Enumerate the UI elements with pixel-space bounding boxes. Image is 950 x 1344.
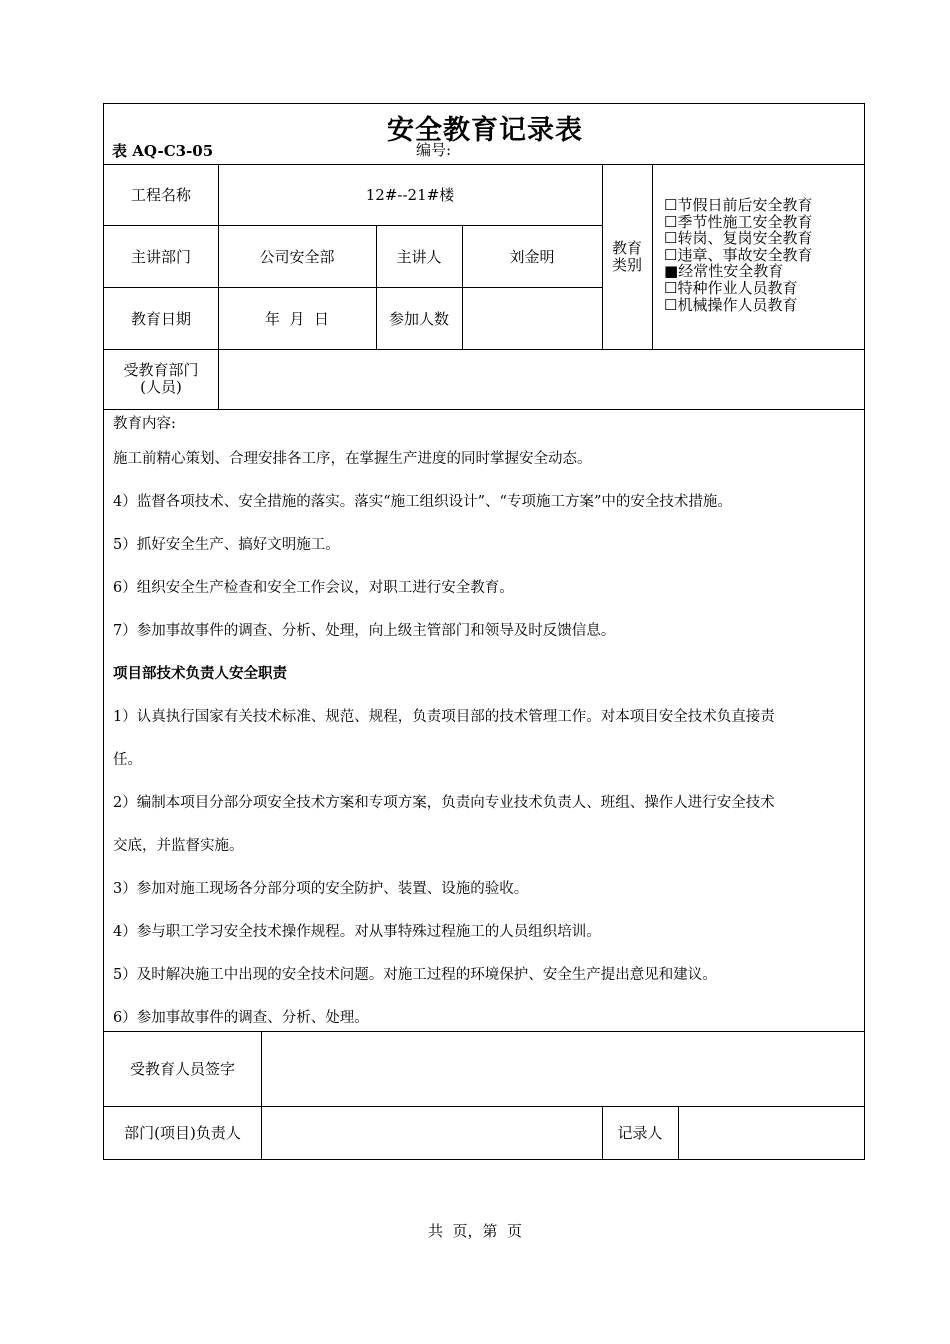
- education-date-label: 教育日期: [130, 309, 191, 328]
- checkbox-icon: ☐: [664, 212, 678, 231]
- recorder-label: 记录人: [617, 1124, 663, 1142]
- participants-value: [462, 287, 602, 349]
- content-line: 4）参与职工学习安全技术操作规程。对从事特殊过程施工的人员组织培训。: [113, 924, 601, 940]
- content-line: 交底，并监督实施。: [113, 838, 244, 854]
- lecture-dept-label: 主讲部门: [130, 247, 191, 266]
- category-item-label: 季节性施工安全教育: [677, 212, 813, 231]
- category-item-label: 节假日前后安全教育: [677, 196, 813, 214]
- checkbox-icon: ☐: [664, 196, 678, 214]
- category-label-line1: 教育: [611, 238, 642, 257]
- audience-label-line2: (人员): [140, 378, 182, 396]
- content-line: 1）认真执行国家有关技术标准、规范、规程，负责项目部的技术管理工作。对本项目安全技术负直接责: [113, 709, 775, 725]
- checkbox-icon: ☐: [664, 245, 678, 264]
- serial-number-label: 编号:: [416, 141, 452, 159]
- category-item-label: 特种作业人员教育: [677, 278, 798, 297]
- checked-checkbox-icon: ■: [664, 262, 679, 281]
- category-item[interactable]: [664, 280, 812, 297]
- page-number: 共 页，第 页: [427, 1222, 523, 1240]
- trainee-signature-label: 受教育人员签字: [129, 1060, 235, 1078]
- participants-label: 参加人数: [388, 309, 449, 328]
- content-section-heading: 项目部技术负责人安全职责: [113, 665, 287, 682]
- category-item[interactable]: [664, 263, 812, 280]
- content-line: 6）组织安全生产检查和安全工作会议，对职工进行安全教育。: [113, 580, 514, 596]
- education-date-value: 年 月 日: [264, 309, 330, 328]
- content-line: 3）参加对施工现场各分部分项的安全防护、装置、设施的验收。: [113, 881, 529, 897]
- divider: [652, 164, 653, 349]
- category-item[interactable]: [664, 230, 812, 247]
- category-item-label: 转岗、复岗安全教育: [677, 229, 813, 248]
- content-heading: 教育内容:: [113, 416, 176, 432]
- category-label-line2: 类别: [611, 255, 642, 274]
- dept-head-field[interactable]: [261, 1106, 602, 1159]
- content-line: 6）参加事故事件的调查、分析、处理。: [113, 1010, 369, 1026]
- content-line: 2）编制本项目分部分项安全技术方案和专项方案，负责向专业技术负责人、班组、操作人进行安全技术: [113, 795, 775, 811]
- form-code: 表 AQ-C3-05: [112, 142, 214, 160]
- content-line: 7）参加事故事件的调查、分析、处理，向上级主管部门和领导及时反馈信息。: [113, 623, 616, 639]
- category-item[interactable]: [664, 297, 812, 314]
- category-item[interactable]: [664, 197, 812, 214]
- divider: [104, 409, 864, 410]
- content-line: 任。: [113, 752, 142, 768]
- lecturer-label: 主讲人: [396, 247, 442, 266]
- lecturer-value: 刘金明: [509, 247, 555, 266]
- checkbox-icon: ☐: [664, 295, 678, 314]
- category-checklist: [664, 197, 812, 313]
- record-form: [103, 103, 865, 1160]
- category-item[interactable]: [664, 247, 812, 264]
- content-line: 5）及时解决施工中出现的安全技术问题。对施工过程的环境保护、安全生产提出意见和建议。: [113, 967, 717, 983]
- audience-label: [104, 349, 218, 409]
- audience-label-line1: 受教育部门: [123, 361, 199, 379]
- recorder-field[interactable]: [678, 1106, 864, 1159]
- dept-head-label: 部门(项目)负责人: [124, 1124, 241, 1142]
- education-category-label: [602, 164, 652, 349]
- content-line: 施工前精心策划、合理安排各工序，在掌握生产进度的同时掌握安全动态。: [113, 451, 592, 467]
- category-item[interactable]: [664, 214, 812, 231]
- category-item-label: 机械操作人员教育: [677, 295, 798, 314]
- project-name-value: 12#--21#楼: [365, 186, 455, 204]
- category-item-label: 经常性安全教育: [678, 262, 784, 281]
- content-line: 4）监督各项技术、安全措施的落实。落实“施工组织设计”、“专项施工方案”中的安全技术措施。: [113, 494, 732, 510]
- checkbox-icon: ☐: [664, 278, 678, 297]
- category-item-label: 违章、事故安全教育: [677, 245, 813, 264]
- form-title: 安全教育记录表: [387, 115, 583, 146]
- audience-value: [218, 349, 864, 409]
- trainee-signature-field[interactable]: [261, 1031, 864, 1106]
- content-line: 5）抓好安全生产、搞好文明施工。: [113, 537, 340, 553]
- checkbox-icon: ☐: [664, 229, 678, 248]
- lecture-dept-value: 公司安全部: [259, 247, 335, 266]
- project-name-label: 工程名称: [130, 186, 191, 204]
